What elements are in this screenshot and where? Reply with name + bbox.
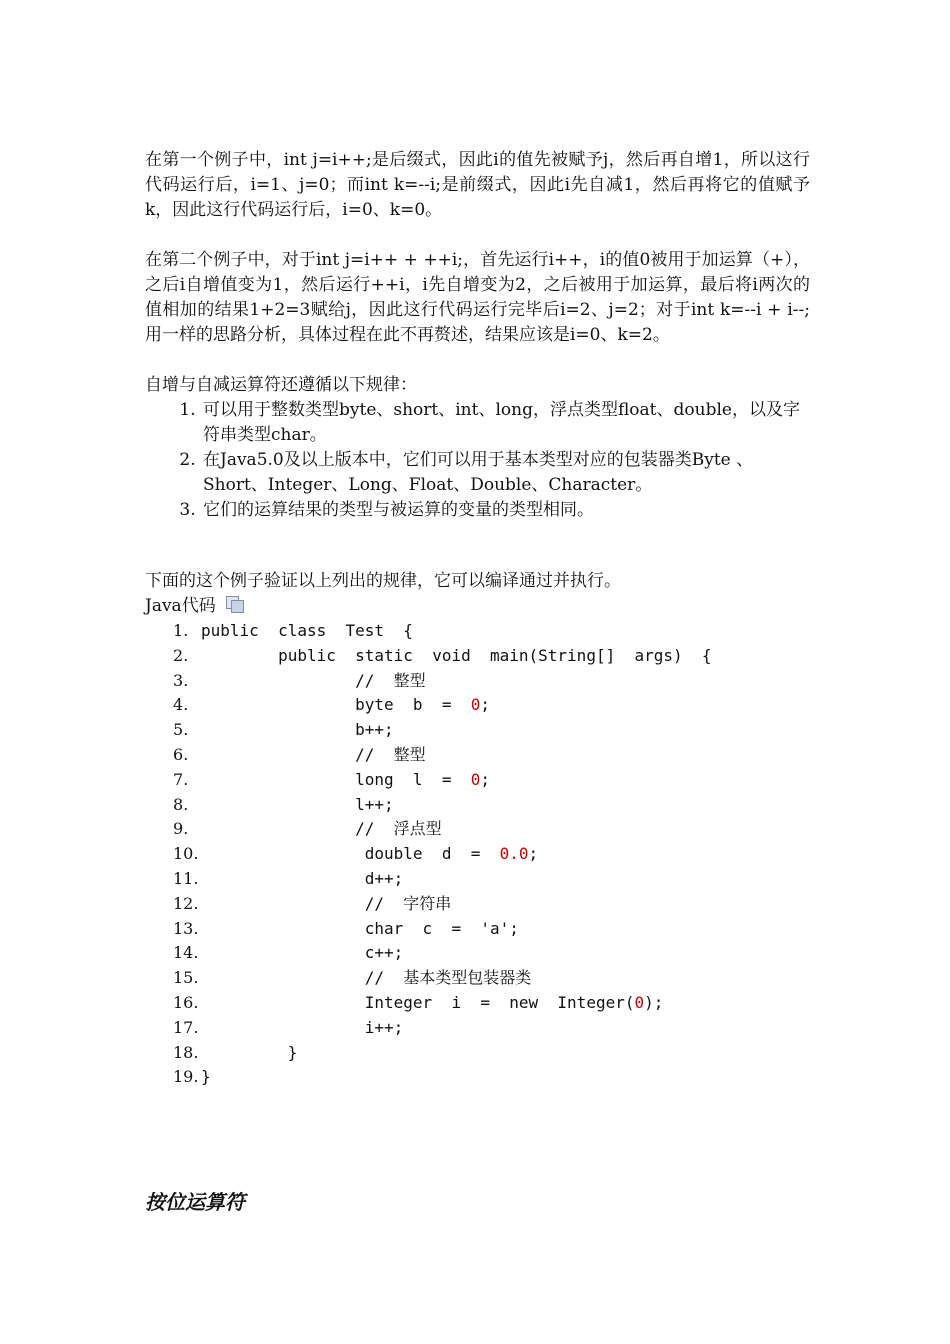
code-text: Integer i = new Integer( [201,992,635,1012]
section-heading: 按位运算符 [145,1190,245,1214]
code-block-header [145,594,810,619]
paragraph-first-example: 在第一个例子中，int j=i++;是后缀式，因此i的值先被赋予j，然后再自增1，所以这行代码运行后，i=1、j=0；而int k=--i;是前缀式，因此i先自减1，然后再将它的值赋予k，因此这行代码运行后，i=0、k=0。 [145,150,810,220]
code-text: ); [644,992,664,1012]
document-body [145,148,810,1090]
code-listing [145,619,810,1090]
code-line: } [201,1067,211,1087]
code-text: byte b = [201,695,471,715]
code-line: public static void main(String[] args) { [201,645,712,665]
code-line: char c = 'a'; [201,918,519,938]
code-line [201,991,810,1016]
paragraph-rules-intro: 自增与自减运算符还遵循以下规律： [145,375,417,395]
code-text: double d = [201,844,500,864]
rule-item: 3. 它们的运算结果的类型与被运算的变量的类型相同。 [201,498,810,523]
code-language-label: Java代码 [145,596,216,616]
rules-list [145,398,810,523]
code-line [201,842,810,867]
paragraph-example-intro: 下面的这个例子验证以上列出的规律，它可以编译通过并执行。 [145,571,621,591]
code-number-literal: 0 [634,992,645,1012]
code-number-literal: 0 [470,769,481,789]
code-line: // 浮点型 [201,819,442,839]
code-line: b++; [201,720,394,740]
paragraph-second-example: 在第二个例子中，对于int j=i++ + ++i;，首先运行i++，i的值0被用于加运算（+），之后i自增值变为1，然后运行++i，i先自增变为2，之后被用于加运算，最后将i两次的值相加的结果1+2=3赋给j，因此这行代码运行完毕后i=2、j=2；对于int k=--i + i--;用一样的思路分析，具体过程在此不再赘述，结果应该是i=0、k=2。 [145,250,810,345]
code-line [201,693,810,718]
code-line: // 基本类型包装器类 [201,968,532,988]
rule-item: 2. 在Java5.0及以上版本中，它们可以用于基本类型对应的包装器类Byte 、Short、Integer、Long、Float、Double、Character。 [201,448,810,498]
copy-icon[interactable] [226,596,244,612]
code-number-literal: 0.0 [499,844,529,864]
code-text: ; [480,769,490,789]
code-text: long l = [201,769,471,789]
code-line: d++; [201,868,404,888]
code-line: c++; [201,943,404,963]
code-line: l++; [201,794,394,814]
code-line: i++; [201,1017,404,1037]
code-line: public class Test { [201,621,413,640]
code-line: } [201,1042,298,1062]
code-text: ; [480,695,490,715]
code-number-literal: 0 [470,695,481,715]
code-line: // 整型 [201,744,426,764]
code-text: ; [528,844,539,864]
code-line: // 字符串 [201,893,452,913]
rule-item: 1. 可以用于整数类型byte、short、int、long，浮点类型float、double，以及字符串类型char。 [201,398,810,448]
code-line [201,768,810,793]
code-line: // 整型 [201,670,426,690]
